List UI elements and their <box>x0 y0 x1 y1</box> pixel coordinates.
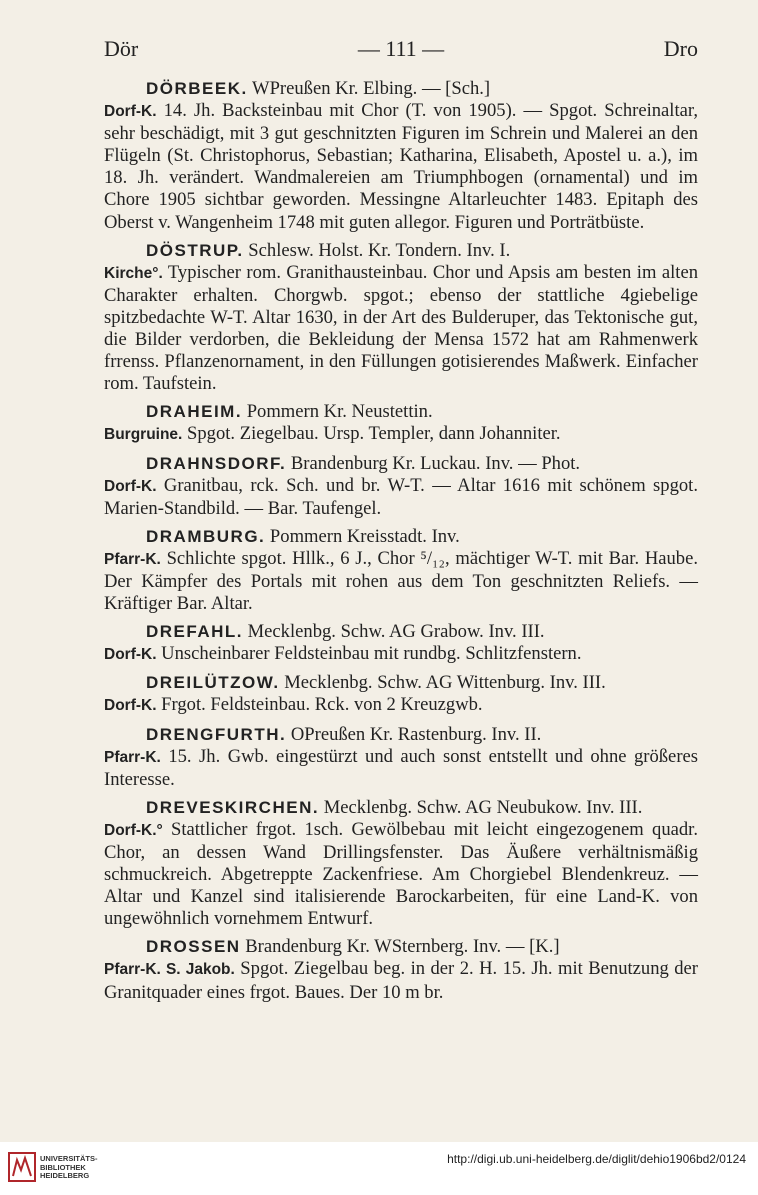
entry-location: Brandenburg Kr. WSternberg. Inv. — [K.] <box>240 936 560 958</box>
entry-heading-line <box>104 240 698 262</box>
building-type-label: Dorf-K. <box>104 477 157 495</box>
library-logo[interactable] <box>8 1150 118 1186</box>
entry-description <box>104 423 698 446</box>
header-left-term: Dör <box>104 36 139 61</box>
entry-heading-line <box>104 401 698 423</box>
entry-location: Pommern Kr. Neustettin. <box>242 401 433 423</box>
description-text: Spgot. Ziegelbau beg. in der 2. H. 15. Jh. mit Benutzung der Granitquader eines frgot. Baues. Der 10 m br. <box>104 958 698 1003</box>
entry-description <box>104 958 698 1003</box>
entry-description <box>104 548 698 615</box>
description-text: 15. Jh. Gwb. eingestürzt und auch sonst entstellt und ohne größeres Interesse. <box>104 745 698 790</box>
header-right-term: Dro <box>663 36 698 61</box>
entry-place-name: DRAHNSDORF. <box>146 453 287 473</box>
entry-heading-line <box>104 621 698 643</box>
entry-place-name: DREILÜTZOW. <box>146 673 280 693</box>
entry-description <box>104 694 698 717</box>
gazetteer-entry <box>104 797 698 931</box>
description-text: Unscheinbarer Feldsteinbau mit rundbg. Schlitzfenstern. <box>156 643 582 665</box>
building-type-label: Dorf-K. <box>104 646 157 664</box>
description-text: 14. Jh. Backsteinbau mit Chor (T. von 1905). — Spgot. Schreinaltar, sehr beschädigt, mit 3 gut geschnitzten Figuren im Schrein und Malerei an den Flügeln (St. Christophorus, Sebastian; Katharina, Elisabeth, Apostel u. a.), im 18. Jh. verändert. Wandmalereien am Triumphbogen (ornamental) und im Chore 1905 sichtbar geworden. Messingne Altarleuchter 1483. Epitaph des Oberst v. Wangenheim 1748 mit guten allegor. Figuren und Porträtbüste. <box>104 100 698 233</box>
description-text: Granitbau, rck. Sch. und br. W-T. — Altar 1616 mit schönem spgot. Marien-Standbild. — Bar. Taufengel. <box>104 474 698 519</box>
building-type-label: Dorf-K.° <box>104 821 163 839</box>
entry-location: Mecklenbg. Schw. AG Neubukow. Inv. III. <box>319 796 643 818</box>
entry-location: WPreußen Kr. Elbing. — [Sch.] <box>247 78 491 99</box>
entry-place-name: DÖRBEEK. <box>146 79 248 98</box>
entry-place-name: DROSSEN <box>146 937 241 957</box>
gazetteer-entry <box>104 724 698 791</box>
building-type-label: Dorf-K. <box>104 103 157 121</box>
entry-description <box>104 819 698 930</box>
gazetteer-entry <box>104 672 698 717</box>
entry-description <box>104 100 698 234</box>
entry-place-name: DRENGFURTH. <box>146 724 287 744</box>
gazetteer-entry <box>104 526 698 615</box>
source-url-link[interactable]: http://digi.ub.uni-heidelberg.de/diglit/dehio1906bd2/0124 <box>447 1152 746 1166</box>
entry-heading-line <box>104 526 698 548</box>
running-header <box>104 36 698 66</box>
library-name: UNIVERSITÄTS- BIBLIOTHEK HEIDELBERG <box>40 1154 98 1180</box>
entry-place-name: DRAHEIM. <box>146 402 243 422</box>
building-type-label: Kirche°. <box>104 264 163 282</box>
page-number: — 111 — <box>357 36 445 61</box>
entry-description <box>104 643 698 666</box>
entry-heading-line <box>104 936 698 958</box>
heidelberg-seal-icon <box>8 1152 36 1182</box>
gazetteer-entry <box>104 78 698 234</box>
entry-place-name: DÖSTRUP. <box>146 240 244 260</box>
gazetteer-entry <box>104 621 698 666</box>
entry-location: Schlesw. Holst. Kr. Tondern. Inv. I. <box>243 239 511 261</box>
building-type-label: Burgruine. <box>104 426 183 444</box>
entry-heading-line <box>104 797 698 819</box>
page-body <box>104 78 698 1010</box>
entry-location: OPreußen Kr. Rastenburg. Inv. II. <box>286 723 542 745</box>
description-text: Frgot. Feldsteinbau. Rck. von 2 Kreuzgwb. <box>156 694 483 716</box>
entry-place-name: DREFAHL. <box>146 622 243 642</box>
entry-location: Brandenburg Kr. Luckau. Inv. — Phot. <box>286 452 581 474</box>
entry-heading-line <box>104 672 698 694</box>
entry-place-name: DRAMBURG. <box>146 526 266 546</box>
building-type-label: Pfarr-K. <box>104 748 161 766</box>
entry-heading-line <box>104 724 698 746</box>
entry-location: Mecklenbg. Schw. AG Wittenburg. Inv. III. <box>279 672 606 694</box>
entry-description <box>104 746 698 791</box>
entry-location: Mecklenbg. Schw. AG Grabow. Inv. III. <box>243 621 545 643</box>
entry-location: Pommern Kreisstadt. Inv. <box>265 525 460 547</box>
description-text: Schlichte spgot. Hllk., 6 J., Chor ⁵/₁₂, mächtiger W-T. mit Bar. Haube. Der Kämpfer des Portals mit rohen aus dem Ton geschnitzten Reliefs. — Kräftiger Bar. Altar. <box>104 547 698 615</box>
description-text: Typischer rom. Granithausteinbau. Chor und Apsis am besten im alten Charakter erhalten. Chorgwb. spgot.; ebenso der stattliche 4giebelige spitzbedachte W-T. Altar 1630, in der Art des Bulderuper, das Tektonische gut, die Bilder verdorben, die Bekleidung der Mensa 1572 hat am Rahmenwerk frrenss. Pflanzenornament, in den Füllungen gotisierendes Maßwerk. Einfacher rom. Taufstein. <box>104 261 698 395</box>
description-text: Stattlicher frgot. 1sch. Gewölbebau mit leicht eingezogenem quadr. Chor, an dessen Wand Drillingsfenster. Das Äußere verhältnismäßig schmuckreich. Abgetreppte Zackenfriese. Am Chorgiebel Blendenkreuz. — Altar und Kanzel sind italisierende Barockarbeiten, für eine Land-K. von ungewöhnlich vornehmem Entwurf. <box>104 818 698 930</box>
description-text: Spgot. Ziegelbau. Ursp. Templer, dann Johanniter. <box>182 423 561 445</box>
entry-description <box>104 475 698 520</box>
gazetteer-entry <box>104 936 698 1003</box>
entry-heading-line <box>104 453 698 475</box>
gazetteer-entry <box>104 240 698 396</box>
building-type-label: Dorf-K. <box>104 697 157 715</box>
entry-description <box>104 262 698 396</box>
building-type-label: Pfarr-K. S. Jakob. <box>104 961 235 979</box>
viewer-footer <box>0 1142 758 1195</box>
building-type-label: Pfarr-K. <box>104 550 161 568</box>
gazetteer-entry <box>104 401 698 446</box>
entry-place-name: DREVESKIRCHEN. <box>146 797 320 817</box>
gazetteer-entry <box>104 453 698 520</box>
entry-heading-line <box>104 78 698 100</box>
